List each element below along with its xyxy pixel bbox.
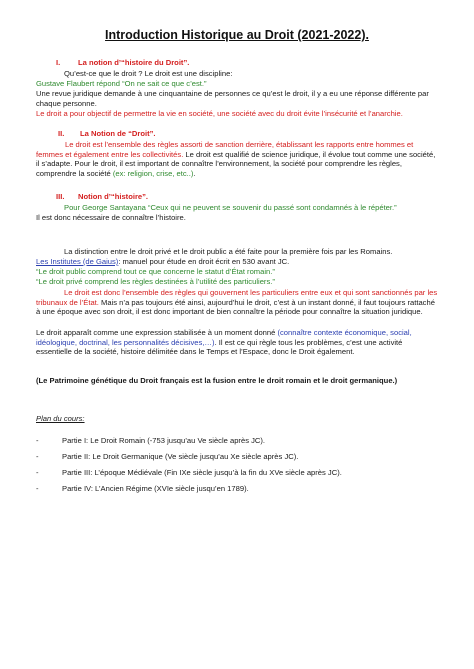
section-2-heading — [58, 129, 156, 139]
section-1-number: I. — [56, 58, 61, 67]
quote-droit-prive: “Le droit privé comprend les règles destinées à l’utilité des particuliers.” — [36, 277, 275, 286]
section-3-conclusion: Il est donc nécessaire de connaître l’histoire. — [36, 213, 186, 222]
plan-item-text: Partie II: Le Droit Germanique (Ve siècle jusqu’au Xe siècle après JC). — [62, 452, 299, 461]
plan-item-text: Partie III: L’époque Médiévale (Fin IXe siècle jusqu’à la fin du XVe siècle après JC). — [62, 468, 342, 477]
droit-examples: (ex: religion, crise, etc..) — [112, 168, 194, 178]
list-dash: - — [36, 436, 39, 445]
santayana-quote: Pour George Santayana “Ceux qui ne peuvent se souvenir du passé sont condamnés à le répéter.” — [64, 203, 397, 212]
droit-definition-red: Le droit est l’ensemble des règles assorti de sanction derrière, établissant les rapports entre hommes et femmes et également entre les collectivités. — [36, 140, 414, 159]
droit-expression-end: . Il est ce qui règle tous les problèmes, c’est une activité essentielle de la société, histoire délimitée dans le Temps et l’Espace, donc le Droit également. — [36, 337, 403, 357]
institutes-line — [36, 257, 440, 267]
section-2-paragraph — [36, 140, 440, 178]
plan-item — [36, 436, 265, 446]
section-2-number: II. — [58, 129, 65, 138]
section-1-paragraph-1: Une revue juridique demande à une cinquantaine de personnes ce qu’est le droit, il y a eu une réponse différente par chaque personne. — [36, 89, 429, 108]
flaubert-quote: Gustave Flaubert répond “On ne sait ce que c’est.” — [36, 79, 207, 88]
section-1-paragraph-2: Le droit a pour objectif de permettre la vie en société, une société avec du droit évite l’insécurité et l’anarchie. — [36, 109, 403, 118]
quote-droit-public: “Le droit public comprend tout ce que concerne le statut d’État romain.” — [36, 267, 275, 276]
list-dash: - — [36, 468, 39, 477]
droit-ensemble-paragraph — [36, 288, 440, 317]
plan-item — [36, 468, 342, 478]
section-1-title: La notion d’“histoire du Droit”. — [78, 58, 190, 67]
distinction-line: La distinction entre le droit privé et le droit public a été faite pour la première fois par les Romains. — [64, 247, 393, 256]
section-3-title: Notion d’“histoire”. — [78, 192, 149, 201]
droit-ensemble-red: Le droit est donc l’ensemble des règles qui gouvernent les particuliers entre eux et qui sont sanctionnés par les tribunaux de l’État. — [36, 288, 438, 307]
patrimoine-statement: (Le Patrimoine génétique du Droit français est la fusion entre le droit romain et le droit germanique.) — [36, 376, 398, 385]
institutes-description: : manuel pour étude en droit écrit en 530 avant JC. — [118, 257, 290, 266]
droit-ensemble-black: Mais n’a pas toujours été ainsi, aujourd’hui le droit, c’est à un instant donné, il faut toujours rattaché à une époque avec son droit, il est donc important de bien connaître la période pour connaître la situation juridique. — [36, 297, 435, 317]
institutes-label: Les Institutes (de Gaius) — [36, 257, 119, 266]
plan-item-text: Partie IV: L’Ancien Régime (XVIe siècle jusqu’en 1789). — [62, 484, 249, 493]
droit-expression-paragraph — [36, 328, 440, 357]
plan-item — [36, 452, 298, 462]
droit-definition-black: Le droit est qualifié de science juridique, il évolue tout comme une société, il s’adapte. Pour le droit, il est important de connaître l’environnement, la société pour comprendre les règles, comprendre la société — [36, 149, 436, 178]
section-1-question: Qu’est-ce que le droit ? Le droit est une discipline: — [64, 69, 233, 78]
section-1-heading — [56, 58, 189, 68]
list-dash: - — [36, 452, 39, 461]
section-2-title: La Notion de “Droit”. — [80, 129, 156, 138]
document-title: Introduction Historique au Droit (2021-2022). — [105, 28, 369, 42]
plan-heading: Plan du cours: — [36, 414, 85, 423]
section-3-number: III. — [56, 192, 65, 201]
droit-expression-start: Le droit apparaît comme une expression stabilisée à un moment donné — [36, 328, 278, 337]
droit-expression-context: (connaître contexte économique, social, idéologique, doctrinal, les personnalités décisives,…) — [36, 328, 412, 347]
section-2-end: . — [193, 168, 196, 178]
section-3-heading — [56, 192, 148, 202]
plan-item — [36, 484, 249, 494]
plan-item-text: Partie I: Le Droit Romain (-753 jusqu’au Ve siècle après JC). — [62, 436, 266, 445]
list-dash: - — [36, 484, 39, 493]
